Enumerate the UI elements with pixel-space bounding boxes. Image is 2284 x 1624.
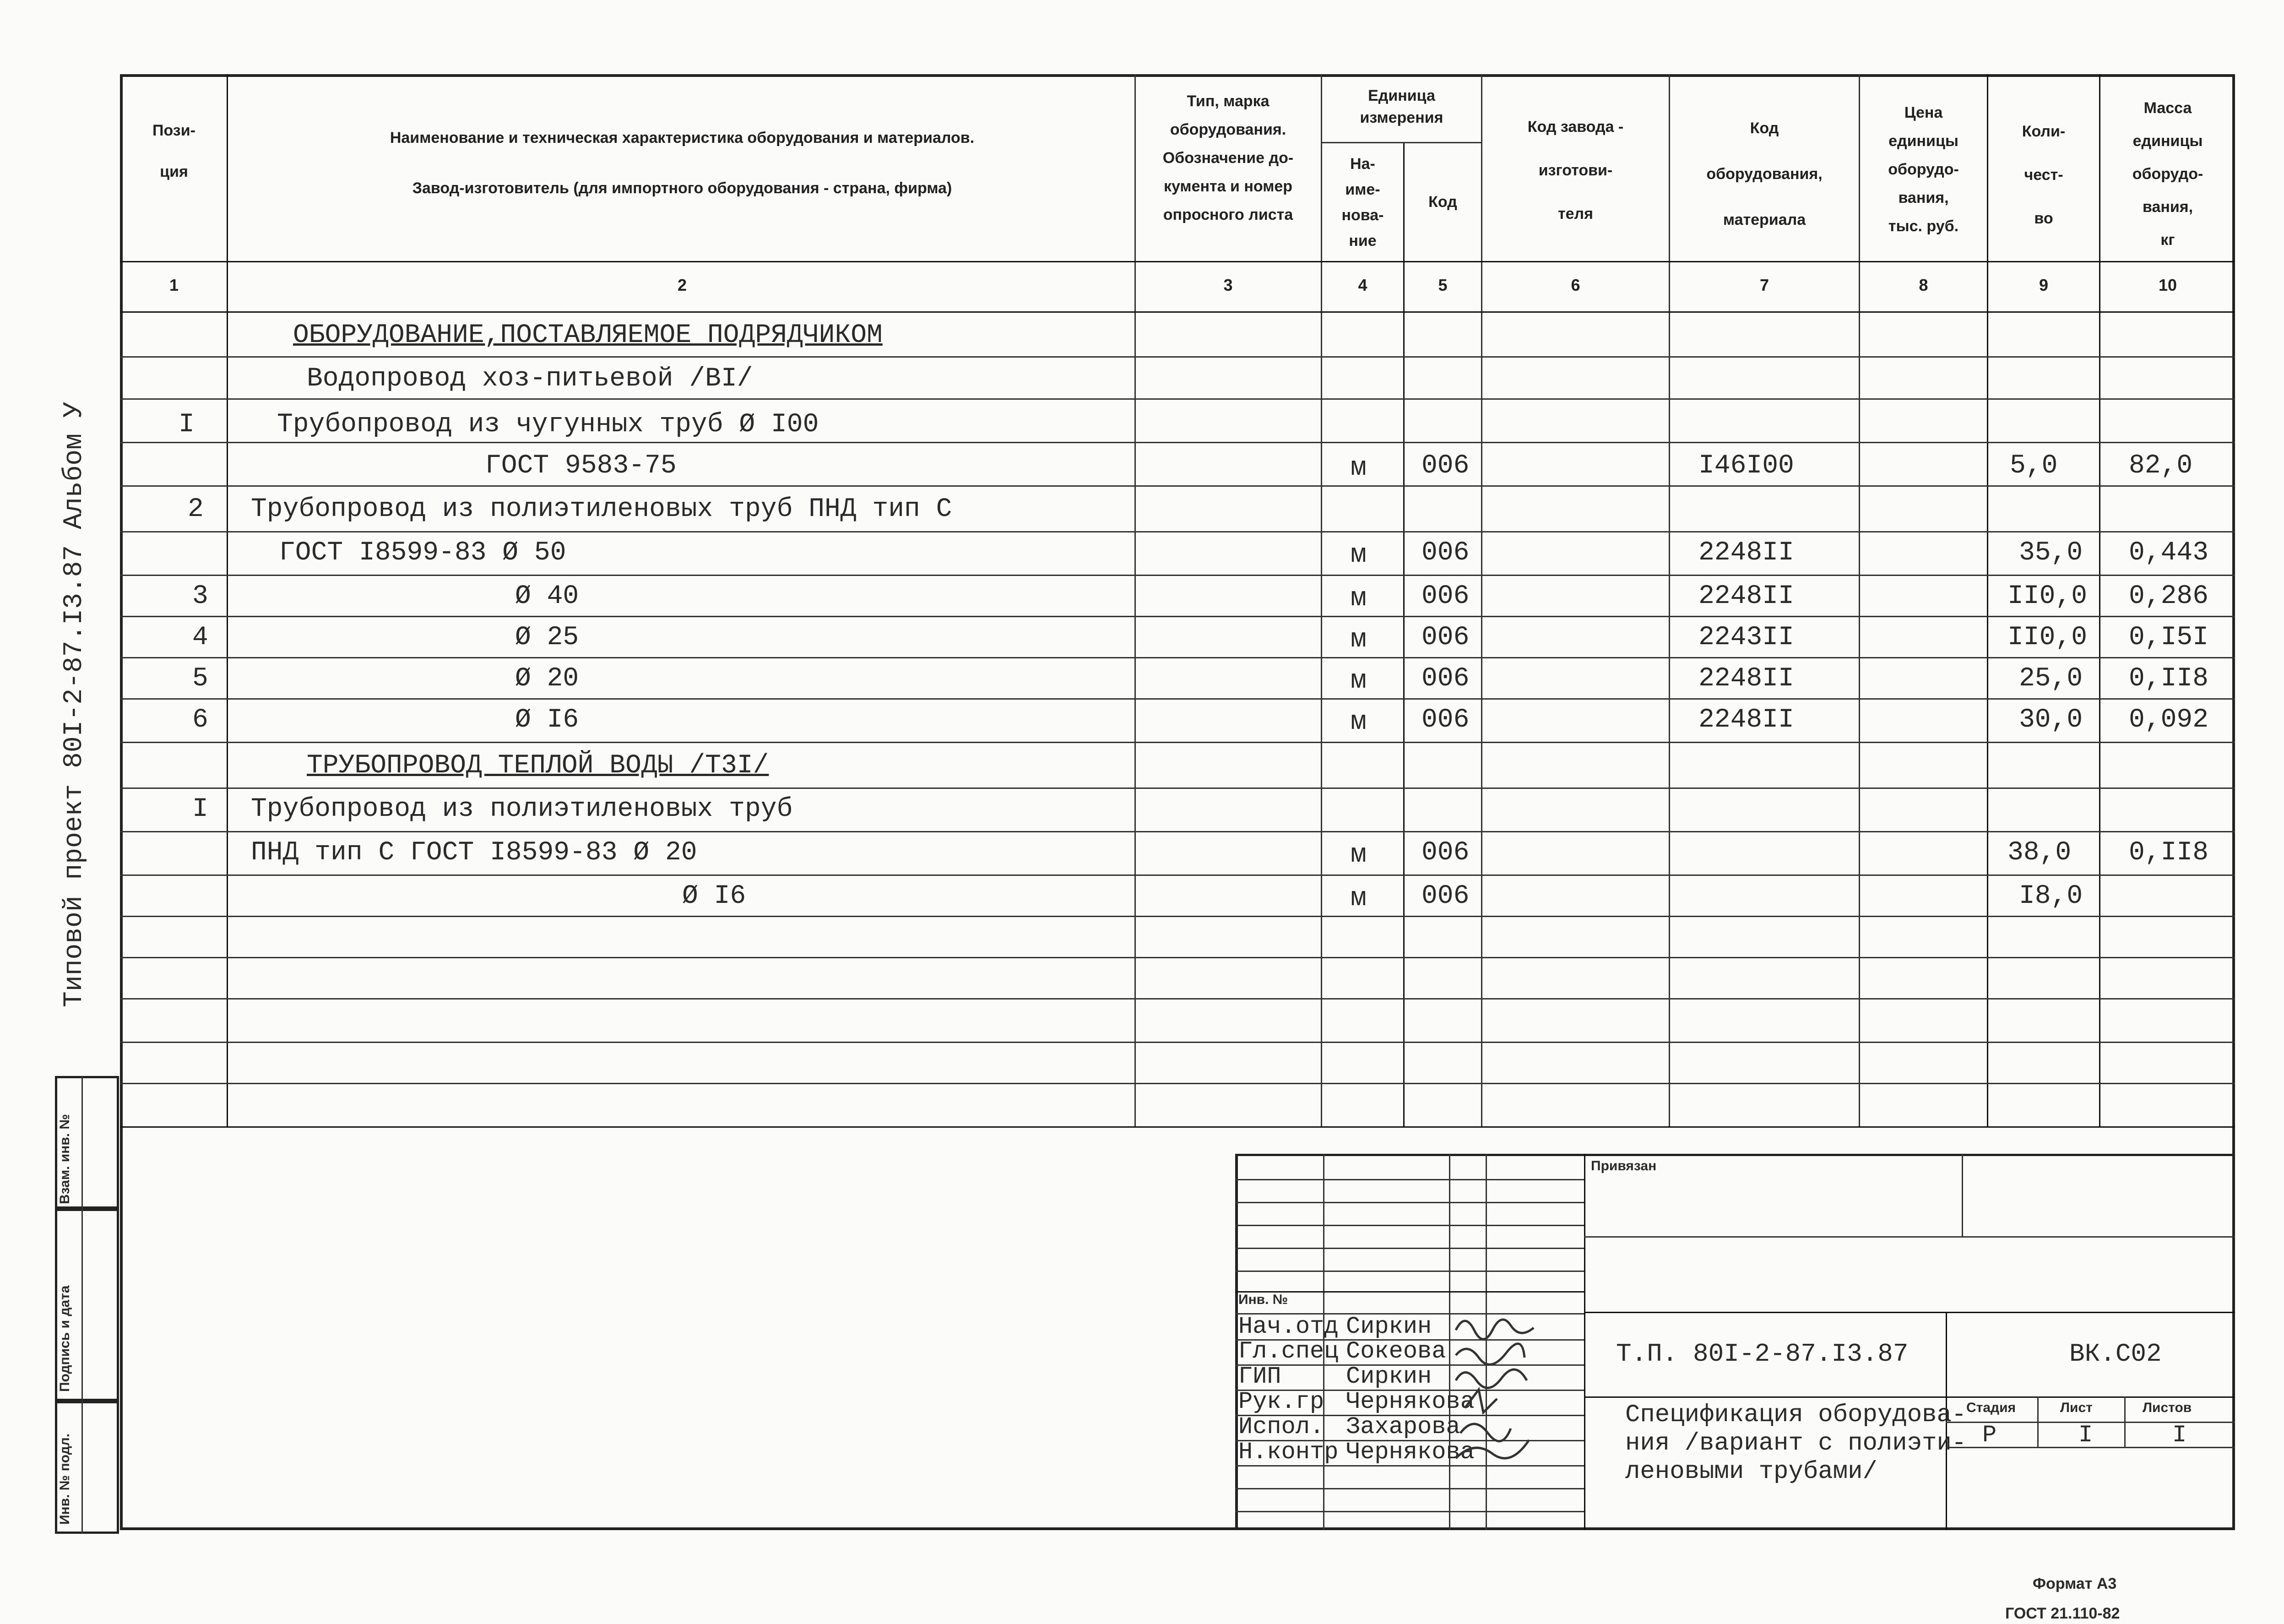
- row-pos: 5: [192, 664, 208, 694]
- row-pos: 3: [192, 581, 208, 611]
- row-name: Водопровод хоз-питьевой /BI/: [307, 364, 753, 394]
- row-unit: м: [1351, 707, 1367, 737]
- header-name-line2: Завод-изготовитель (для импортного оборудования - страна, фирма): [412, 179, 952, 197]
- col-number: 7: [1759, 276, 1769, 294]
- row-mass: 0,443: [2129, 538, 2209, 568]
- stamp-role: Рук.гр: [1238, 1388, 1324, 1415]
- col-number: 1: [169, 276, 179, 294]
- header-equip-code: Код оборудования, материала: [1706, 119, 1823, 228]
- row-name: ОБОРУДОВАНИЕ,ПОСТАВЛЯЕМОЕ ПОДРЯДЧИКОМ: [293, 320, 883, 350]
- row-equip: 2248II: [1698, 581, 1794, 611]
- row-qty: I8,0: [2019, 881, 2083, 911]
- gost-label: ГОСТ 21.110-82: [2005, 1605, 2120, 1622]
- row-code: 006: [1421, 623, 1470, 652]
- row-equip: I46I00: [1698, 451, 1794, 481]
- header-unit: Единица измерения: [1360, 87, 1443, 126]
- row-qty: 25,0: [2019, 664, 2083, 694]
- stamp-project-code: Т.П. 80I-2-87.I3.87: [1616, 1339, 1909, 1369]
- row-name: ГОСТ 9583-75: [485, 451, 677, 481]
- stamp-sheet-label: Лист: [2060, 1400, 2093, 1415]
- row-code: 006: [1421, 581, 1470, 611]
- row-qty: 35,0: [2019, 538, 2083, 568]
- row-equip: 2248II: [1698, 664, 1794, 694]
- row-name: Ø 25: [515, 623, 579, 652]
- side-label-podpis: Подпись и дата: [57, 1285, 72, 1392]
- row-code: 006: [1421, 881, 1470, 911]
- col-number: 9: [2039, 276, 2049, 294]
- stamp-privyazan: Привязан: [1591, 1158, 1657, 1173]
- col-number: 4: [1358, 276, 1367, 294]
- col-number: 5: [1438, 276, 1448, 294]
- col-number: 2: [677, 276, 687, 294]
- row-name: Ø 20: [515, 664, 579, 694]
- row-mass: 82,0: [2129, 451, 2193, 481]
- stamp-sheets: I: [2172, 1422, 2187, 1449]
- row-qty: II0,0: [2007, 623, 2088, 652]
- row-qty: 5,0: [2010, 451, 2058, 481]
- stamp-person: Сокеова: [1346, 1338, 1446, 1365]
- header-unit-name: На- име- нова- ние: [1341, 155, 1384, 250]
- row-qty: 38,0: [2007, 838, 2072, 868]
- row-name: Трубопровод из чугунных труб Ø I00: [277, 410, 819, 440]
- row-code: 006: [1421, 838, 1470, 868]
- stamp-inv-no: Инв. №: [1238, 1292, 1288, 1307]
- side-title: Типовой проект 80I-2-87.I3.87 Альбом У: [60, 402, 89, 1007]
- row-name: ТРУБОПРОВОД ТЕПЛОЙ ВОДЫ /Т3I/: [307, 751, 769, 781]
- stamp-stage-label: Стадия: [1966, 1400, 2016, 1415]
- row-mass: 0,II8: [2129, 838, 2209, 868]
- row-unit: м: [1351, 540, 1367, 570]
- stamp-stage: Р: [1982, 1422, 1997, 1449]
- row-code: 006: [1421, 705, 1470, 735]
- row-mass: 0,286: [2129, 581, 2209, 611]
- stamp-role: Гл.спец: [1238, 1338, 1339, 1365]
- header-unit-code: Код: [1428, 193, 1457, 211]
- stamp-person: Чернякова: [1346, 1388, 1475, 1415]
- row-equip: 2248II: [1698, 538, 1794, 568]
- row-qty: II0,0: [2007, 581, 2088, 611]
- row-unit: м: [1351, 625, 1367, 655]
- side-divider: [81, 1076, 83, 1534]
- row-code: 006: [1421, 664, 1470, 694]
- row-unit: м: [1351, 584, 1367, 614]
- stamp-role: ГИП: [1238, 1363, 1281, 1390]
- stamp-person: Захарова: [1346, 1413, 1460, 1440]
- row-pos: 2: [188, 494, 204, 524]
- stamp-doc-title: Спецификация оборудова- ния /вариант с полиэти- леновыми трубами/: [1625, 1401, 1967, 1486]
- col-number: 10: [2158, 276, 2177, 294]
- row-name: Ø I6: [682, 881, 746, 911]
- stamp-role: Н.контр: [1238, 1439, 1339, 1466]
- row-mass: 0,I5I: [2129, 623, 2209, 652]
- header-name-line1: Наименование и техническая характеристика оборудования и материалов.: [390, 129, 975, 147]
- col-number: 6: [1571, 276, 1580, 294]
- row-qty: 30,0: [2019, 705, 2083, 735]
- row-name: ГОСТ I8599-83 Ø 50: [279, 538, 566, 568]
- stamp-sheet: I: [2078, 1422, 2093, 1449]
- stamp-sheets-label: Листов: [2143, 1400, 2192, 1415]
- stamp-role: Нач.отд: [1238, 1313, 1339, 1340]
- row-pos: I: [192, 794, 208, 824]
- row-name: Ø 40: [515, 581, 579, 611]
- row-mass: 0,092: [2129, 705, 2209, 735]
- row-name: Ø I6: [515, 705, 579, 735]
- header-price: Цена единицы оборудо- вания, тыс. руб.: [1888, 104, 1959, 235]
- row-equip: 2248II: [1698, 705, 1794, 735]
- row-unit: м: [1351, 884, 1367, 913]
- row-pos: I: [179, 410, 195, 440]
- row-unit: м: [1351, 453, 1367, 483]
- stamp-sheet-code: ВК.С02: [2069, 1339, 2162, 1369]
- col-number: 8: [1919, 276, 1928, 294]
- row-name: Трубопровод из полиэтиленовых труб ПНД тип С: [251, 494, 952, 524]
- header-type: Тип, марка оборудования. Обозначение до- кумента и номер опросного листа: [1162, 92, 1294, 223]
- header-position: Пози- ция: [152, 122, 195, 180]
- signatures-image: [1451, 1312, 1579, 1467]
- side-label-vzam: Взам. инв. №: [57, 1114, 72, 1204]
- row-unit: м: [1351, 840, 1367, 870]
- row-code: 006: [1421, 451, 1470, 481]
- row-code: 006: [1421, 538, 1470, 568]
- stamp-role: Испол.: [1238, 1413, 1324, 1440]
- header-mass: Масса единицы оборудо- вания, кг: [2132, 99, 2203, 249]
- row-unit: м: [1351, 666, 1367, 696]
- stamp-person: Сиркин: [1346, 1313, 1432, 1340]
- row-pos: 6: [192, 705, 208, 735]
- row-equip: 2243II: [1698, 623, 1794, 652]
- side-label-inv: Инв. № подл.: [57, 1433, 72, 1525]
- col-number: 3: [1223, 276, 1233, 294]
- stamp-person: Сиркин: [1346, 1363, 1432, 1390]
- row-name: ПНД тип С ГОСТ I8599-83 Ø 20: [251, 838, 697, 868]
- header-qty: Коли- чест- во: [2022, 123, 2066, 227]
- row-mass: 0,II8: [2129, 664, 2209, 694]
- stamp-person: Чернякова: [1346, 1439, 1475, 1466]
- header-plant-code: Код завода - изготови- теля: [1527, 118, 1624, 223]
- row-pos: 4: [192, 623, 208, 652]
- row-name: Трубопровод из полиэтиленовых труб: [251, 794, 793, 824]
- format-label: Формат А3: [2033, 1575, 2117, 1592]
